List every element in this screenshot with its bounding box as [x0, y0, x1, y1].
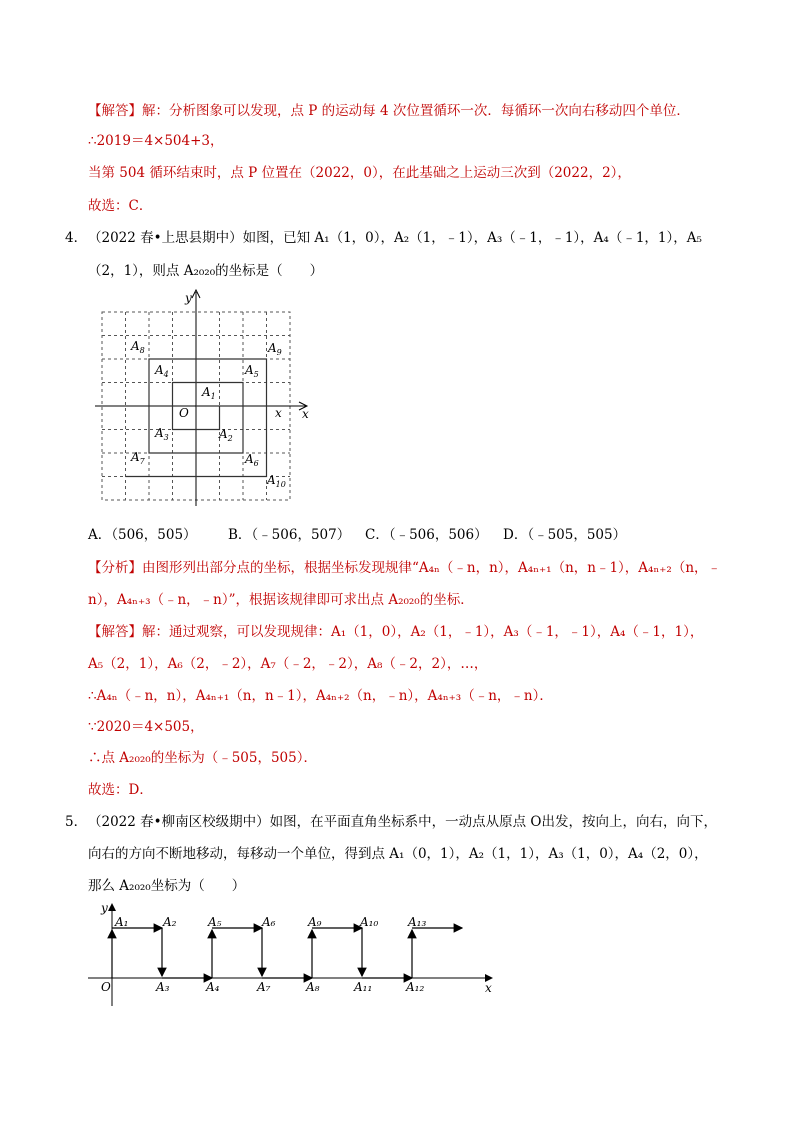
prev-answer-line-4: 故选：C． [88, 198, 153, 214]
label-A13: A₁₃ [408, 915, 427, 929]
answer-tag: 【解答】 [88, 624, 142, 640]
label-A9: A₉ [308, 915, 322, 929]
q5-stem-line-1: （2022 春•柳南区校级期中）如图，在平面直角坐标系中，一动点从原点 O出发，按向上，向右，向下， [88, 814, 717, 830]
q4-answer-line-4: ∵2020＝4×505， [88, 719, 204, 735]
q5-axes [88, 904, 492, 1006]
label-A2: $A_2$ [219, 427, 233, 443]
q4-answer-line-6: 故选：D． [88, 782, 153, 798]
label-A6: $A_6$ [245, 452, 259, 468]
option-b[interactable]: B．（﹣506，507） [228, 527, 351, 543]
q5-stem-line-2: 向右的方向不断地移动，每移动一个单位，得到点 A₁（0，1），A₂（1，1），A₃（1，0），A₄（2，0）， [88, 846, 708, 862]
label-A10: $A_{10}$ [267, 473, 286, 489]
x-axis-label: x [485, 981, 492, 995]
q5-stem-line-3: 那么 A₂₀₂₀坐标为（ ） [88, 878, 246, 894]
y-axis-label: y [101, 901, 108, 915]
y-axis-label: y [185, 291, 192, 305]
label-A6: A₆ [262, 915, 276, 929]
q5-figure [88, 898, 508, 1008]
answer-tag: 【解答】 [88, 103, 142, 119]
q4-analysis-line-2: n），A₄ₙ₊₃（﹣n，﹣n）”，根据该规律即可求出点 A₂₀₂₀的坐标． [88, 592, 474, 608]
q4-answer-line-2: A₅（2，1），A₆（2，﹣2），A₇（﹣2，﹣2），A₈（﹣2，2），…， [88, 656, 488, 672]
label-A7: A₇ [257, 980, 271, 994]
label-A10: A₁₀ [360, 915, 379, 929]
label-A3: $A_3$ [155, 426, 169, 442]
option-d[interactable]: D．（﹣505，505） [503, 527, 627, 543]
label-A11: A₁₁ [354, 980, 373, 994]
q4-figure [95, 288, 325, 508]
x-axis-label-2: x [302, 407, 309, 421]
analysis-tag: 【分析】 [88, 560, 142, 576]
q4-answer-line-5: ∴点 A₂₀₂₀的坐标为（﹣505，505）． [88, 750, 317, 766]
q4-analysis-line-1 [88, 558, 721, 578]
q4-answer-line-1 [88, 622, 703, 642]
label-A1: A₁ [115, 915, 129, 929]
label-A2: A₂ [163, 915, 177, 929]
q4-stem-line-1: （2022 春•上思县期中）如图，已知 A₁（1，0），A₂（1，﹣1），A₃（﹣1，﹣1），A₄（﹣1，1），A₅ [88, 230, 702, 246]
label-A8: A₈ [306, 980, 320, 994]
q4-answer-line-3: ∴A₄ₙ（﹣n，n），A₄ₙ₊₁（n，n﹣1），A₄ₙ₊₂（n，﹣n），A₄ₙ₊₃（﹣n，﹣n）． [88, 688, 553, 704]
analysis-text-1: 由图形列出部分点的坐标，根据坐标发现规律“A₄ₙ（﹣n，n），A₄ₙ₊₁（n，n﹣1），A₄ₙ₊₂（n，﹣ [142, 560, 722, 576]
prev-answer-line-1 [88, 101, 690, 121]
q5-path [112, 928, 462, 978]
q4-options [88, 525, 626, 545]
prev-answer-line-3: 当第 504 循环结束时，点 P 位置在（2022，0），在此基础之上运动三次到（2022，2）， [88, 165, 631, 181]
label-A4: A₄ [206, 980, 220, 994]
q4-stem-line-2: （2，1），则点 A₂₀₂₀的坐标是（ ） [88, 263, 324, 279]
option-c[interactable]: C．（﹣506，506） [365, 527, 488, 543]
x-axis-label: x [275, 406, 282, 420]
label-A8: $A_8$ [131, 339, 145, 355]
label-A5: $A_5$ [245, 363, 259, 379]
q5-number: 5． [65, 814, 88, 830]
q4-number: 4． [65, 230, 88, 246]
label-A9: $A_9$ [268, 341, 282, 357]
q5-figure-labels [100, 901, 492, 995]
prev-answer-line-2: ∴2019＝4×504+3， [88, 133, 224, 149]
origin-label: O [101, 980, 111, 994]
label-A7: $A_7$ [131, 450, 145, 466]
option-a[interactable]: A．（506，505） [88, 527, 197, 543]
label-A3: A₃ [156, 980, 170, 994]
label-A4: $A_4$ [155, 363, 169, 379]
label-A12: A₁₂ [406, 980, 425, 994]
label-A5: A₅ [208, 915, 222, 929]
origin-label: O [179, 406, 189, 420]
answer-text-1: 解：通过观察，可以发现规律：A₁（1，0），A₂（1，﹣1），A₃（﹣1，﹣1），A₄（﹣1，1）， [142, 624, 704, 640]
label-A1: $A_1$ [202, 385, 216, 401]
prev-answer-text: 解：分析图象可以发现，点 P 的运动每 4 次位置循环一次．每循环一次向右移动四个单位． [142, 103, 690, 119]
